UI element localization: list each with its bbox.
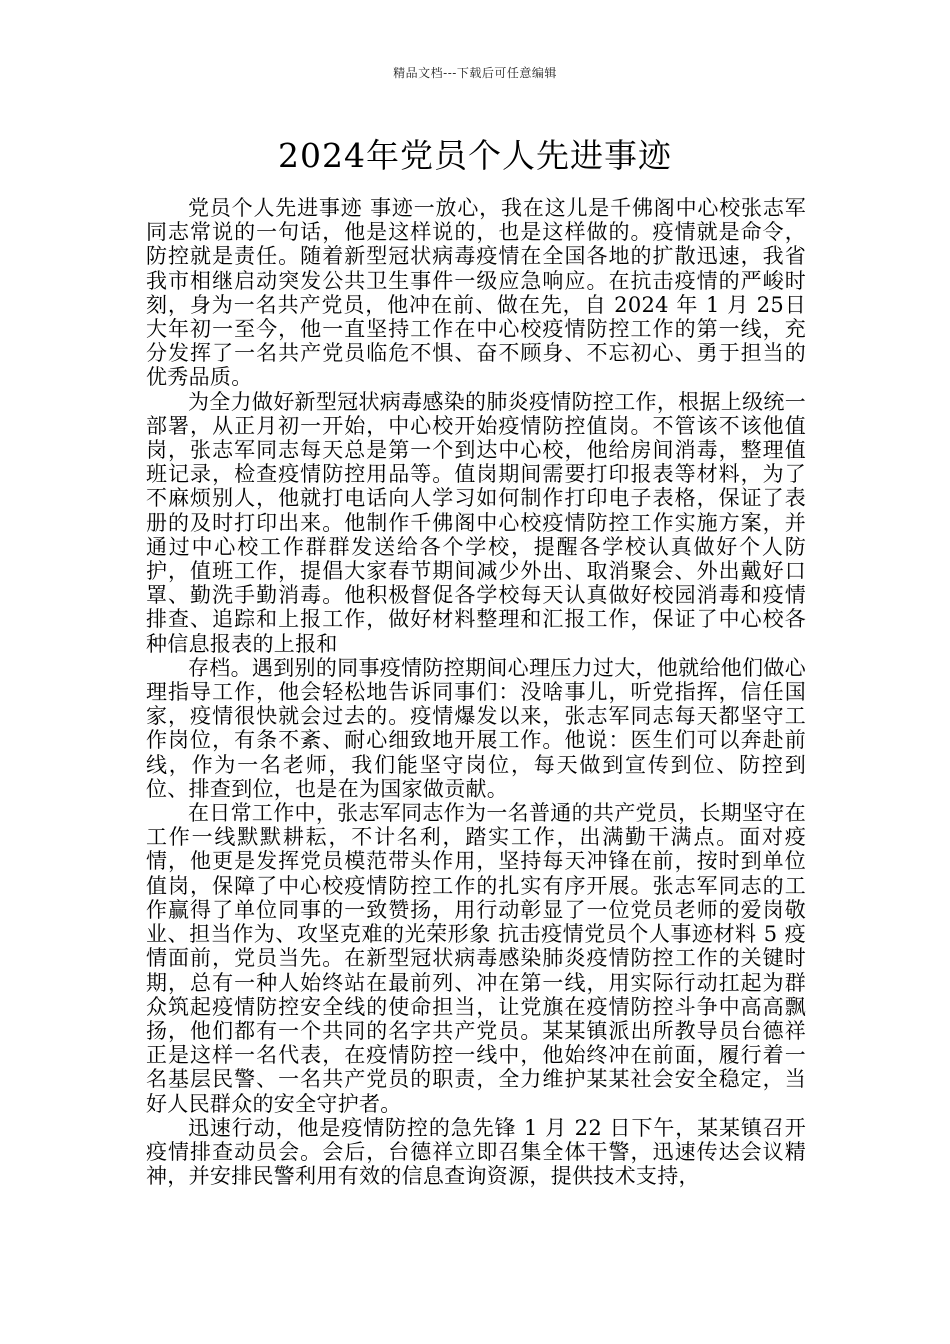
document-title: 2024年党员个人先进事迹 bbox=[278, 136, 672, 175]
paragraph: 迅速行动，他是疫情防控的急先锋 1 月 22 日下午，某某镇召开疫情排查动员会。会后，台德祥立即召集全体干警，迅速传达会议精神，并安排民警利用有效的信息查询资源，提供技术支持， bbox=[146, 1115, 806, 1189]
header-note: 精品文档---下载后可任意编辑 bbox=[393, 66, 557, 80]
paragraph: 党员个人先进事迹 事迹一放心，我在这儿是千佛阁中心校张志军同志常说的一句话，他是这样说的，也是这样做的。疫情就是命令，防控就是责任。随着新型冠状病毒疫情在全国各地的扩散迅速，我省我市相继启动突发公共卫生事件一级应急响应。在抗击疫情的严峻时刻，身为一名共产党员，他冲在前、做在先，自 2024 年 1 月 25日大年初一至今，他一直坚持工作在中心校疫情防控工作的第一线，充分发挥了一名共产党员临危不惧、奋不顾身、不忘初心、勇于担当的优秀品质。 bbox=[146, 196, 806, 390]
document-body bbox=[146, 196, 806, 1188]
paragraph: 存档。遇到别的同事疫情防控期间心理压力过大，他就给他们做心理指导工作，他会轻松地告诉同事们：没啥事儿，听党指挥，信任国家，疫情很快就会过去的。疫情爆发以来，张志军同志每天都坚守工作岗位，有条不紊、耐心细致地开展工作。他说：医生们可以奔赴前线，作为一名老师，我们能坚守岗位，每天做到宣传到位、防控到位、排查到位，也是在为国家做贡献。 bbox=[146, 655, 806, 801]
paragraph: 在日常工作中，张志军同志作为一名普通的共产党员，长期坚守在工作一线默默耕耘，不计名利，踏实工作，出满勤干满点。面对疫情，他更是发挥党员模范带头作用，坚持每天冲锋在前，按时到单位值岗，保障了中心校疫情防控工作的扎实有序开展。张志军同志的工作赢得了单位同事的一致赞扬，用行动彰显了一位党员老师的爱岗敬业、担当作为、攻坚克难的光荣形象 抗击疫情党员个人事迹材料 5 疫情面前，党员当先。在新型冠状病毒感染肺炎疫情防控工作的关键时期，总有一种人始终站在最前列、冲在第一线，用实际行动扛起为群众筑起疫情防控安全线的使命担当，让党旗在疫情防控斗争中高高飘扬，他们都有一个共同的名字共产党员。某某镇派出所教导员台德祥正是这样一名代表，在疫情防控一线中，他始终冲在前面，履行着一名基层民警、一名共产党员的职责，全力维护某某社会安全稳定，当好人民群众的安全守护者。 bbox=[146, 801, 806, 1116]
paragraph: 为全力做好新型冠状病毒感染的肺炎疫情防控工作，根据上级统一部署，从正月初一开始，中心校开始疫情防控值岗。不管该不该他值岗，张志军同志每天总是第一个到达中心校，他给房间消毒，整理值班记录，检查疫情防控用品等。值岗期间需要打印报表等材料，为了不麻烦别人，他就打电话向人学习如何制作打印电子表格，保证了表册的及时打印出来。他制作千佛阁中心校疫情防控工作实施方案，并通过中心校工作群群发送给各个学校，提醒各学校认真做好个人防护，值班工作，提倡大家春节期间减少外出、取消聚会、外出戴好口罩、勤洗手勤消毒。他积极督促各学校每天认真做好校园消毒和疫情排查、追踪和上报工作，做好材料整理和汇报工作，保证了中心校各种信息报表的上报和 bbox=[146, 389, 806, 656]
